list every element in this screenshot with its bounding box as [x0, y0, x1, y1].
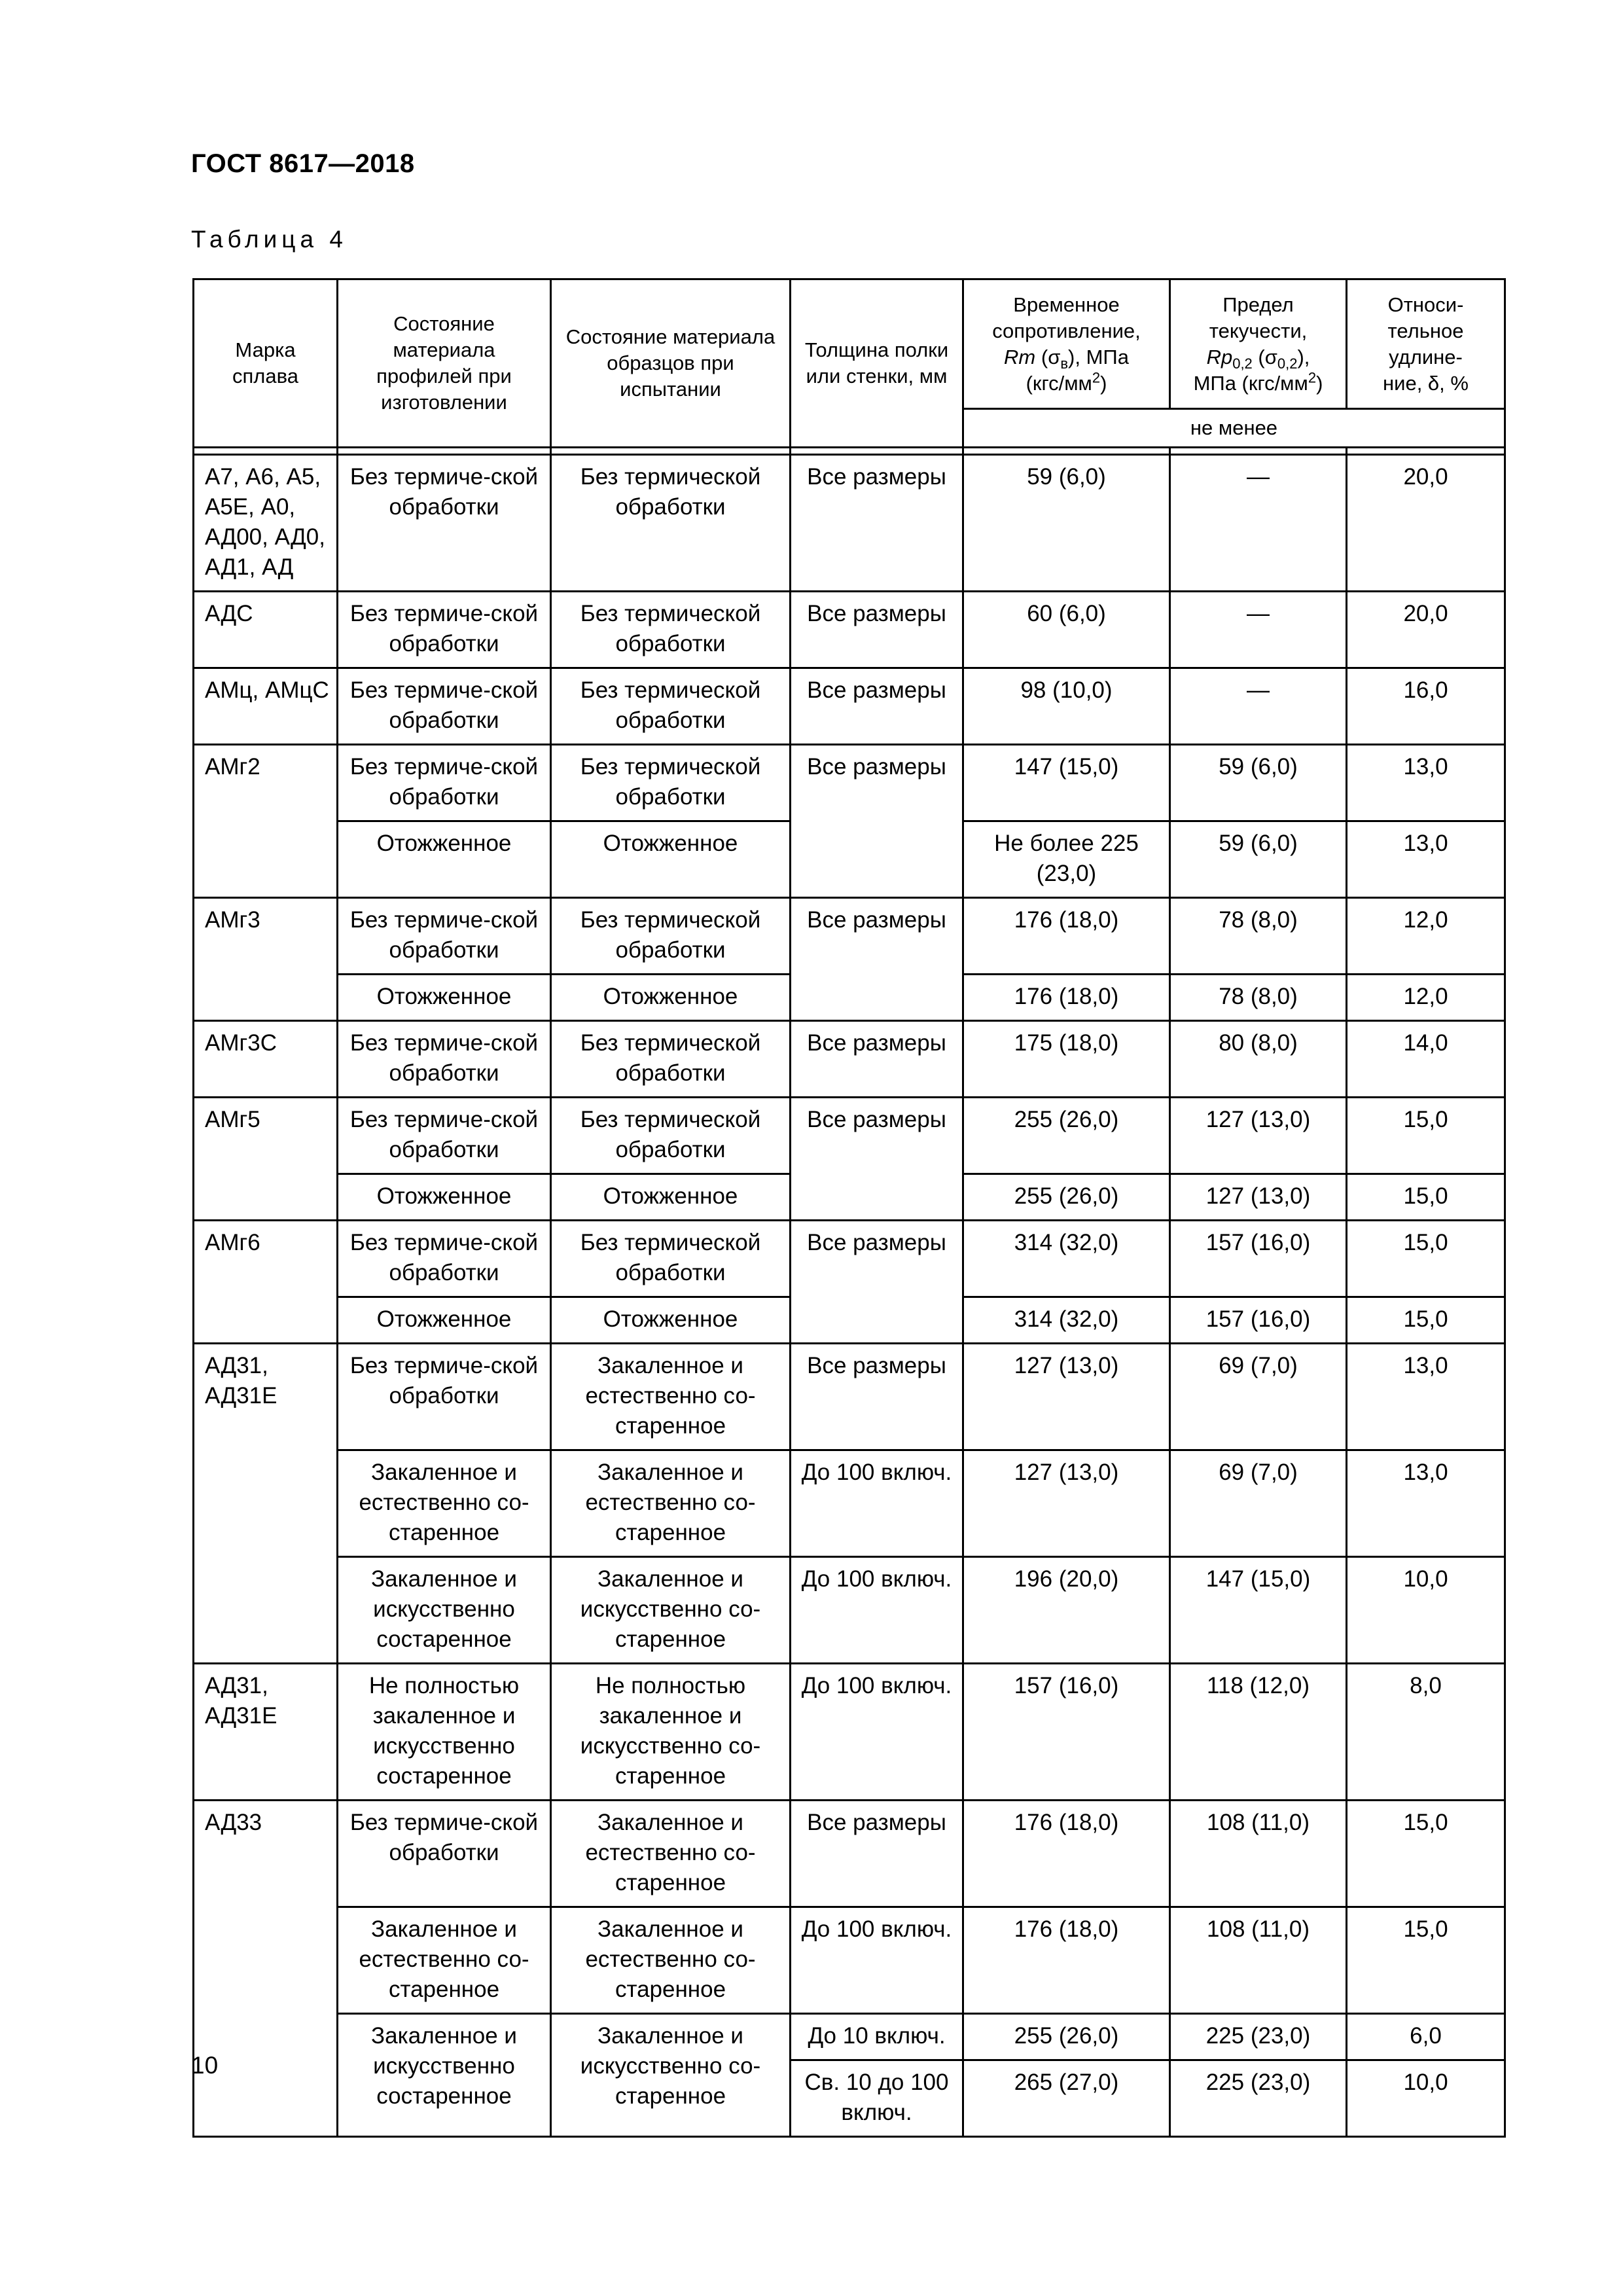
sample-state-cell: Без термической обработки	[551, 592, 791, 668]
table-row	[194, 1221, 1505, 1297]
table-row	[194, 1557, 1505, 1664]
profile-state-cell: Без термиче-ской обработки	[338, 1021, 551, 1098]
elongation-cell: 15,0	[1347, 1221, 1505, 1297]
sample-state-cell: Без термической обработки	[551, 1021, 791, 1098]
yield-cell: 108 (11,0)	[1170, 1801, 1347, 1907]
tensile-cell: 157 (16,0)	[963, 1664, 1170, 1801]
table-row	[194, 455, 1505, 592]
grade-cell: АД31, АД31Е	[194, 1344, 338, 1664]
grade-cell: АМц, АМцС	[194, 668, 338, 745]
profile-state-cell: Отожженное	[338, 821, 551, 898]
thickness-cell: Все размеры	[791, 745, 963, 898]
yield-cell: —	[1170, 592, 1347, 668]
thickness-cell: Все размеры	[791, 592, 963, 668]
elongation-cell: 14,0	[1347, 1021, 1505, 1098]
table-row	[194, 745, 1505, 821]
profile-state-cell: Не полностью закаленное и искусственно состаренное	[338, 1664, 551, 1801]
header-text: )	[1316, 371, 1323, 395]
sample-state-cell: Без термической обработки	[551, 898, 791, 975]
profile-state-cell: Без термиче-ской обработки	[338, 668, 551, 745]
thickness-cell: До 100 включ.	[791, 1907, 963, 2014]
header-text: текучести,	[1209, 319, 1308, 342]
yield-cell: 118 (12,0)	[1170, 1664, 1347, 1801]
elongation-cell: 13,0	[1347, 1450, 1505, 1557]
profile-state-cell: Без термиче-ской обработки	[338, 745, 551, 821]
thickness-cell: До 100 включ.	[791, 1557, 963, 1664]
profile-state-cell: Без термиче-ской обработки	[338, 592, 551, 668]
header-text: ),	[1297, 345, 1310, 368]
elongation-cell: 8,0	[1347, 1664, 1505, 1801]
header-text: сопротивление,	[992, 319, 1141, 342]
header-superscript: 2	[1092, 369, 1101, 386]
grade-cell: АМг5	[194, 1098, 338, 1221]
tensile-cell: 176 (18,0)	[963, 1907, 1170, 2014]
tensile-cell: 314 (32,0)	[963, 1297, 1170, 1344]
elongation-cell: 10,0	[1347, 1557, 1505, 1664]
tensile-cell: 176 (18,0)	[963, 898, 1170, 975]
sample-state-cell: Закаленное и естественно со-старенное	[551, 1801, 791, 1907]
header-text: ние, δ, %	[1383, 371, 1469, 395]
sample-state-cell: Отожженное	[551, 821, 791, 898]
elongation-cell: 16,0	[1347, 668, 1505, 745]
table-caption: Таблица 4	[191, 226, 348, 253]
elongation-cell: 10,0	[1347, 2060, 1505, 2137]
document-code: ГОСТ 8617—2018	[191, 149, 415, 178]
thickness-cell: Все размеры	[791, 1098, 963, 1221]
elongation-cell: 15,0	[1347, 1907, 1505, 2014]
yield-cell: 78 (8,0)	[1170, 975, 1347, 1021]
sample-state-cell: Без термической обработки	[551, 745, 791, 821]
header-text: (кгс/мм	[1026, 371, 1092, 395]
yield-cell: 225 (23,0)	[1170, 2014, 1347, 2060]
header-text: Предел	[1222, 293, 1294, 316]
tensile-cell: Не более 225 (23,0)	[963, 821, 1170, 898]
elongation-cell: 12,0	[1347, 898, 1505, 975]
header-text: Относи-	[1387, 293, 1464, 316]
thickness-cell: Все размеры	[791, 898, 963, 1021]
profile-state-cell: Без термиче-ской обработки	[338, 1344, 551, 1450]
yield-cell: —	[1170, 668, 1347, 745]
thickness-cell: Все размеры	[791, 668, 963, 745]
grade-cell: А7, А6, А5, А5Е, А0, АД00, АД0, АД1, АД	[194, 455, 338, 592]
sample-state-cell: Отожженное	[551, 1297, 791, 1344]
table-row	[194, 898, 1505, 975]
profile-state-cell: Без термиче-ской обработки	[338, 1801, 551, 1907]
table-row	[194, 1021, 1505, 1098]
header-subscript: в	[1060, 355, 1069, 372]
yield-cell: 59 (6,0)	[1170, 745, 1347, 821]
profile-state-cell: Закаленное и искусственно состаренное	[338, 2014, 551, 2137]
sample-state-cell: Без термической обработки	[551, 1221, 791, 1297]
grade-cell: АМг3	[194, 898, 338, 1021]
grade-cell: АД33	[194, 1801, 338, 2137]
table-row	[194, 1344, 1505, 1450]
profile-state-cell: Отожженное	[338, 1174, 551, 1221]
yield-cell: 147 (15,0)	[1170, 1557, 1347, 1664]
elongation-cell: 13,0	[1347, 745, 1505, 821]
yield-cell: 108 (11,0)	[1170, 1907, 1347, 2014]
tensile-cell: 176 (18,0)	[963, 1801, 1170, 1907]
table-row	[194, 592, 1505, 668]
header-text: (σ	[1258, 345, 1277, 368]
header-subscript: 0,2	[1232, 355, 1253, 372]
elongation-cell: 15,0	[1347, 1801, 1505, 1907]
profile-state-cell: Закаленное и естественно со-старенное	[338, 1907, 551, 2014]
elongation-cell: 20,0	[1347, 455, 1505, 592]
header-text: Временное	[1013, 293, 1120, 316]
table-row	[194, 1801, 1505, 1907]
tensile-cell: 60 (6,0)	[963, 592, 1170, 668]
grade-cell: АД31, АД31Е	[194, 1664, 338, 1801]
yield-cell: 59 (6,0)	[1170, 821, 1347, 898]
yield-cell: 127 (13,0)	[1170, 1174, 1347, 1221]
thickness-cell: Все размеры	[791, 1221, 963, 1344]
sample-state-cell: Закаленное и естественно со-старенное	[551, 1450, 791, 1557]
thickness-cell: Все размеры	[791, 1021, 963, 1098]
tensile-cell: 314 (32,0)	[963, 1221, 1170, 1297]
tensile-cell: 175 (18,0)	[963, 1021, 1170, 1098]
profile-state-cell: Без термиче-ской обработки	[338, 898, 551, 975]
thickness-cell: До 10 включ.	[791, 2014, 963, 2060]
tensile-cell: 196 (20,0)	[963, 1557, 1170, 1664]
header-elongation	[1347, 279, 1505, 409]
thickness-cell: Св. 10 до 100 включ.	[791, 2060, 963, 2137]
tensile-cell: 59 (6,0)	[963, 455, 1170, 592]
tensile-cell: 176 (18,0)	[963, 975, 1170, 1021]
elongation-cell: 13,0	[1347, 1344, 1505, 1450]
table-row	[194, 1664, 1505, 1801]
header-separator	[194, 448, 1505, 455]
header-symbol: Rp	[1206, 345, 1233, 368]
sample-state-cell: Без термической обработки	[551, 1098, 791, 1174]
header-sample-state: Состояние материала образцов при испытании	[551, 279, 791, 448]
table-row	[194, 1907, 1505, 2014]
profile-state-cell: Закаленное и искусственно состаренное	[338, 1557, 551, 1664]
profile-state-cell: Закаленное и естественно со-старенное	[338, 1450, 551, 1557]
yield-cell: 127 (13,0)	[1170, 1098, 1347, 1174]
thickness-cell: Все размеры	[791, 1801, 963, 1907]
sample-state-cell: Закаленное и естественно со-старенное	[551, 1344, 791, 1450]
elongation-cell: 12,0	[1347, 975, 1505, 1021]
grade-cell: АДС	[194, 592, 338, 668]
thickness-cell: До 100 включ.	[791, 1664, 963, 1801]
elongation-cell: 15,0	[1347, 1297, 1505, 1344]
header-superscript: 2	[1308, 369, 1317, 386]
yield-cell: 78 (8,0)	[1170, 898, 1347, 975]
tensile-cell: 255 (26,0)	[963, 1098, 1170, 1174]
table-header-row	[194, 279, 1505, 409]
elongation-cell: 15,0	[1347, 1098, 1505, 1174]
table-row	[194, 1450, 1505, 1557]
yield-cell: 80 (8,0)	[1170, 1021, 1347, 1098]
grade-cell: АМг6	[194, 1221, 338, 1344]
header-text: (σ	[1041, 345, 1061, 368]
table-row	[194, 668, 1505, 745]
sample-state-cell: Без термической обработки	[551, 668, 791, 745]
grade-cell: АМг3С	[194, 1021, 338, 1098]
tensile-cell: 147 (15,0)	[963, 745, 1170, 821]
header-profile-state: Состояние материала профилей при изготовлении	[338, 279, 551, 448]
elongation-cell: 6,0	[1347, 2014, 1505, 2060]
yield-cell: 225 (23,0)	[1170, 2060, 1347, 2137]
header-tensile-strength	[963, 279, 1170, 409]
thickness-cell: Все размеры	[791, 1344, 963, 1450]
sample-state-cell: Отожженное	[551, 975, 791, 1021]
tensile-cell: 265 (27,0)	[963, 2060, 1170, 2137]
tensile-cell: 255 (26,0)	[963, 2014, 1170, 2060]
header-subscript: 0,2	[1277, 355, 1298, 372]
tensile-cell: 127 (13,0)	[963, 1450, 1170, 1557]
tensile-cell: 127 (13,0)	[963, 1344, 1170, 1450]
sample-state-cell: Отожженное	[551, 1174, 791, 1221]
table-row	[194, 1098, 1505, 1174]
sample-state-cell: Закаленное и естественно со-старенное	[551, 1907, 791, 2014]
tensile-cell: 255 (26,0)	[963, 1174, 1170, 1221]
profile-state-cell: Отожженное	[338, 1297, 551, 1344]
elongation-cell: 15,0	[1347, 1174, 1505, 1221]
elongation-cell: 13,0	[1347, 821, 1505, 898]
yield-cell: 157 (16,0)	[1170, 1221, 1347, 1297]
profile-state-cell: Без термиче-ской обработки	[338, 1221, 551, 1297]
header-text: МПа (кгс/мм	[1193, 371, 1308, 395]
header-text: ), МПа	[1068, 345, 1129, 368]
header-grade: Марка сплава	[194, 279, 338, 448]
header-symbol: Rm	[1004, 345, 1036, 368]
thickness-cell: Все размеры	[791, 455, 963, 592]
sample-state-cell: Без термической обработки	[551, 455, 791, 592]
profile-state-cell: Отожженное	[338, 975, 551, 1021]
yield-cell: 157 (16,0)	[1170, 1297, 1347, 1344]
page-number: 10	[191, 2052, 219, 2079]
properties-table	[192, 278, 1506, 2138]
profile-state-cell: Без термиче-ской обработки	[338, 455, 551, 592]
header-text: удлине-	[1389, 345, 1463, 368]
sample-state-cell: Закаленное и искусственно со-старенное	[551, 1557, 791, 1664]
table-row	[194, 2014, 1505, 2060]
grade-cell: АМг2	[194, 745, 338, 898]
tensile-cell: 98 (10,0)	[963, 668, 1170, 745]
elongation-cell: 20,0	[1347, 592, 1505, 668]
thickness-cell: До 100 включ.	[791, 1450, 963, 1557]
header-text: тельное	[1387, 319, 1464, 342]
yield-cell: —	[1170, 455, 1347, 592]
header-text: )	[1100, 371, 1107, 395]
sample-state-cell: Не полностью закаленное и искусственно со-старенное	[551, 1664, 791, 1801]
profile-state-cell: Без термиче-ской обработки	[338, 1098, 551, 1174]
yield-cell: 69 (7,0)	[1170, 1344, 1347, 1450]
header-min-note: не менее	[963, 409, 1505, 448]
header-thickness: Толщина полки или стенки, мм	[791, 279, 963, 448]
yield-cell: 69 (7,0)	[1170, 1450, 1347, 1557]
header-yield-strength	[1170, 279, 1347, 409]
sample-state-cell: Закаленное и искусственно со-старенное	[551, 2014, 791, 2137]
